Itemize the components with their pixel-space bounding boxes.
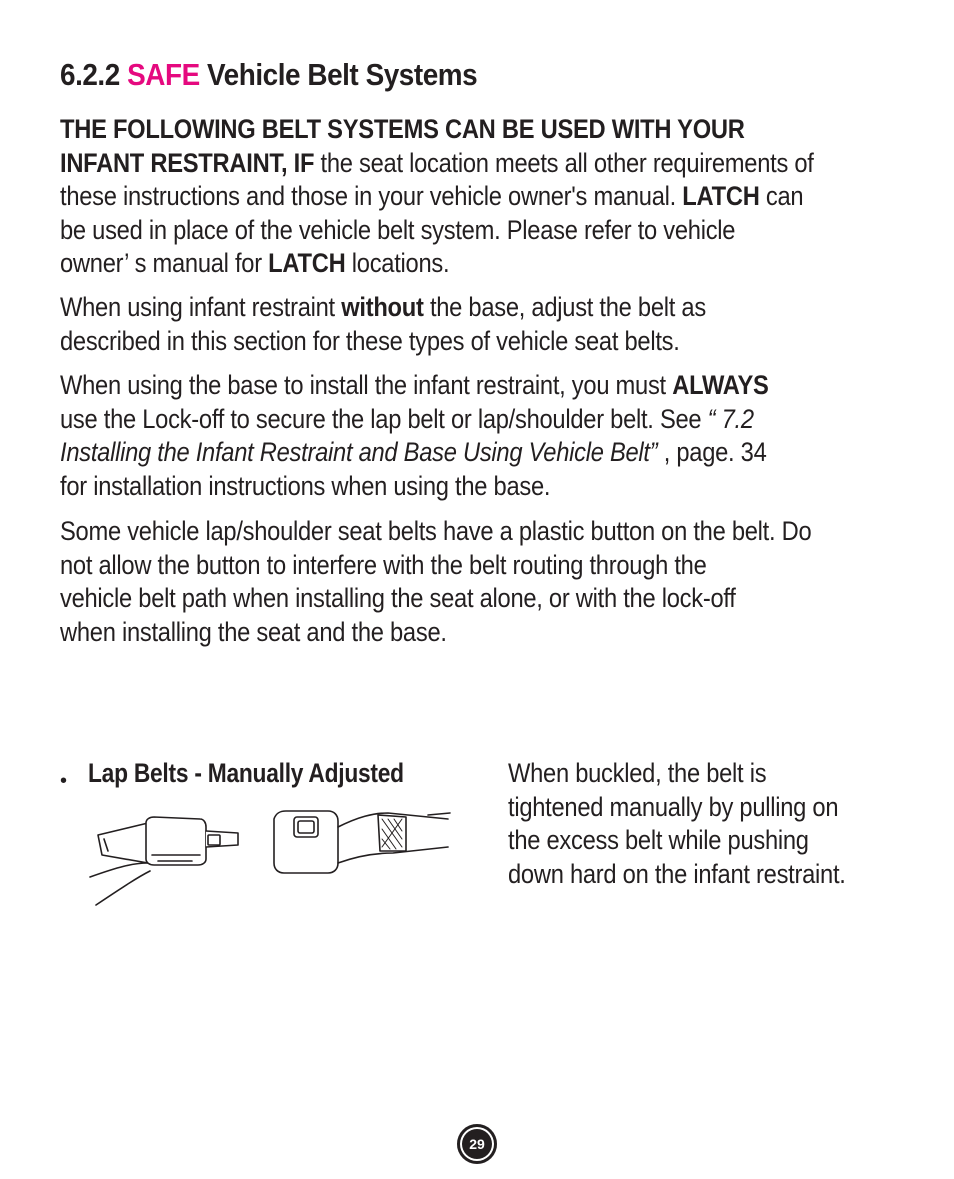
body-text: when installing the seat and the base. (60, 616, 447, 647)
plastic-button-paragraph (60, 515, 892, 649)
section-reference: “ 7.2 (707, 403, 754, 434)
section-heading (60, 57, 477, 93)
description-line: down hard on the infant restraint. (508, 858, 846, 889)
description-line: the excess belt while pushing (508, 825, 809, 855)
body-text: not allow the button to interfere with the belt routing through the (60, 549, 707, 580)
intro-text: the seat location meets all other requirements of (314, 147, 814, 178)
belt-systems-intro-paragraph (60, 113, 892, 281)
page-reference: , page. 34 (657, 437, 767, 467)
body-text: the base, adjust the belt as (423, 292, 706, 322)
description-line: tightened manually by pulling on (508, 791, 839, 822)
intro-text: locations. (345, 248, 450, 278)
intro-text: these instructions and those in your vehicle owner's manual. (60, 181, 683, 211)
with-base-paragraph (60, 369, 892, 503)
body-text: When using infant restraint (60, 292, 342, 322)
intro-emphasis-condition: INFANT RESTRAINT, IF (60, 147, 315, 178)
lap-belt-description (508, 757, 846, 891)
latch-term: LATCH (682, 181, 760, 211)
bullet-dot: • (60, 770, 68, 792)
intro-text: can (759, 181, 804, 211)
always-term: ALWAYS (672, 370, 769, 400)
lap-belt-heading: Lap Belts - Manually Adjusted (88, 758, 404, 788)
page-number-badge: 29 (457, 1124, 497, 1164)
intro-text: owner’ s manual for (60, 248, 269, 278)
latch-term: LATCH (268, 248, 346, 278)
intro-emphasis: THE FOLLOWING BELT SYSTEMS CAN BE USED WITH YOUR (60, 114, 745, 144)
body-text: described in this section for these types of vehicle seat belts. (60, 325, 680, 356)
lap-belt-buckle-icon (88, 805, 454, 915)
without-base-paragraph (60, 291, 892, 358)
body-text: When using the base to install the infant restraint, you must (60, 370, 673, 400)
without-term: without (341, 292, 424, 322)
section-title: Vehicle Belt Systems (207, 57, 478, 92)
brand-name: SAFE (127, 57, 200, 92)
description-line: When buckled, the belt is (508, 758, 767, 788)
body-text: for installation instructions when using the base. (60, 470, 551, 501)
intro-text: be used in place of the vehicle belt system. Please refer to vehicle (60, 214, 736, 245)
section-number: 6.2.2 (60, 57, 120, 92)
body-text: vehicle belt path when installing the seat alone, or with the lock-off (60, 583, 736, 613)
section-reference: Installing the Infant Restraint and Base Using Vehicle Belt” (60, 437, 658, 467)
body-text: Some vehicle lap/shoulder seat belts have a plastic button on the belt. Do (60, 516, 812, 546)
body-text: use the Lock-off to secure the lap belt or lap/shoulder belt. See (60, 403, 708, 434)
